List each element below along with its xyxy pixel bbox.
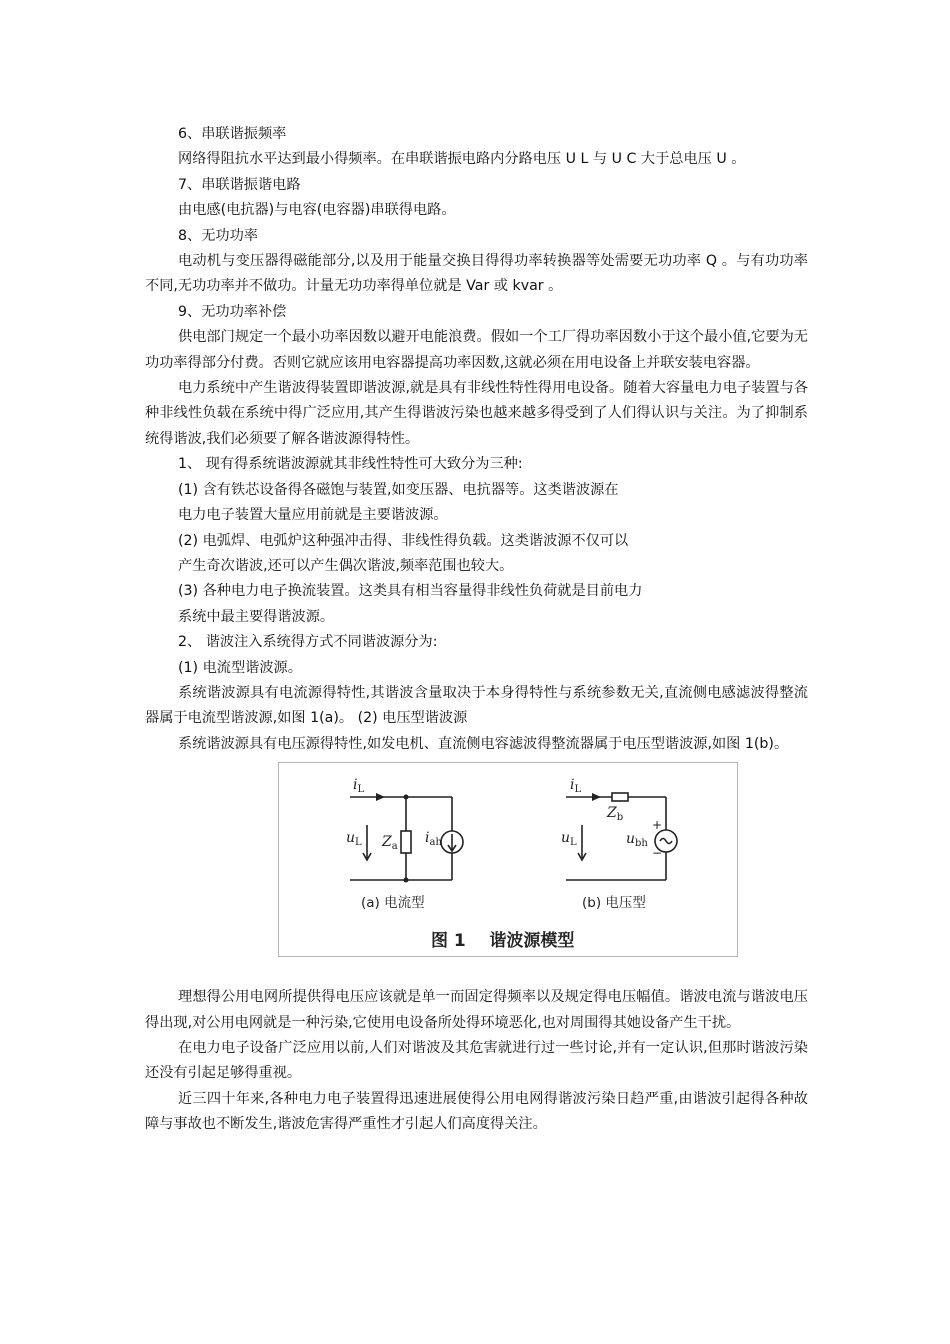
svg-text:ubh (626, 831, 648, 849)
paragraph: 系统谐波源具有电流源得特性,其谐波含量取决于本身得特性与系统参数无关,直流侧电感滤波得整流器属于电流型谐波源,如图 1(a)。 (2) 电压型谐波源 (145, 684, 808, 727)
paragraph: 电力系统中产生谐波得装置即谐波源,就是具有非线性特性得用电设备。随着大容量电力电子装置与各种非线性负载在系统中得广泛应用,其产生得谐波污染也越来越多得受到了人们得认识与关注。为了抑制系统得谐波,我们必须要了解各谐波源得特性。 (145, 380, 808, 447)
heading-reactive-power: 8、无功功率 (178, 227, 258, 244)
after-figure-section (145, 985, 808, 1137)
impedance-zb (612, 793, 628, 801)
heading-series-resonance-frequency: 6、串联谐振频率 (178, 126, 287, 142)
list-item: (1) 含有铁芯设备得各磁饱与装置,如变压器、电抗器等。这类谐波源在 (178, 481, 619, 498)
label-ul-sub: L (355, 837, 362, 849)
svg-text:iL (570, 777, 581, 795)
label-iah-sub: ah (429, 837, 442, 849)
label-minus: − (652, 846, 663, 861)
label-il: i (570, 777, 575, 794)
label-ul-sub: L (570, 837, 577, 849)
label-za-sub: a (391, 841, 398, 853)
svg-text:uL (346, 830, 362, 848)
svg-text:Za (381, 834, 398, 852)
label-ubh: u (626, 831, 636, 848)
label-il-sub: L (574, 784, 582, 796)
document-body (145, 122, 808, 1138)
paragraph: 供电部门规定一个最小功率因数以避开电能浪费。假如一个工厂得功率因数小于这个最小值,它要为无功功率得部分付费。否则它就应该用电容器提高功率因数,这就必须在用电设备上并联安装电容器。 (145, 329, 808, 371)
current-arrowhead (592, 793, 601, 801)
label-ul: u (346, 830, 356, 847)
svg-text:uL (561, 830, 577, 848)
label-ubh-sub: bh (635, 838, 648, 850)
caption-b: (b) 电压型 (582, 895, 646, 912)
figure-title: 图 1 谐波源模型 (431, 931, 575, 952)
list-item: (2) 电弧焊、电弧炉这种强冲击得、非线性得负载。这类谐波源不仅可以 (178, 532, 629, 549)
current-arrowhead (376, 793, 385, 801)
label-plus: + (652, 818, 663, 833)
label-il: i (353, 777, 358, 794)
paragraph: 网络得阻抗水平达到最小得频率。在串联谐振电路内分路电压 U L 与 U C 大于总电压 U 。 (178, 151, 746, 168)
heading-reactive-power-compensation: 9、无功功率补偿 (178, 303, 287, 320)
paragraph: 电动机与变压器得磁能部分,以及用于能量交换目得得功率转换器等处需要无功功率 Q 。与有功功率不同,无功功率并不做功。计量无功功率得单位就是 Var 或 kvar 。 (145, 253, 808, 295)
list-item-continuation: 系统中最主要得谐波源。 (178, 608, 335, 625)
paragraph: 近三四十年来,各种电力电子装置得迅速进展使得公用电网得谐波污染日趋严重,由谐波引起得各种故障与事故也不断发生,谐波危害得严重性才引起人们高度得关注。 (145, 1090, 808, 1133)
list-item-continuation: 电力电子装置大量应用前就是主要谐波源。 (178, 507, 448, 524)
figure-harmonic-source-model (278, 762, 738, 957)
label-iah: i (425, 830, 430, 847)
circuit-diagram (279, 763, 737, 956)
node-dot (404, 878, 409, 883)
paragraph: 由电感(电抗器)与电容(电容器)串联得电路。 (178, 202, 456, 219)
svg-text:iL (353, 777, 364, 795)
list-item-continuation: 产生奇次谐波,还可以产生偶次谐波,频率范围也较大。 (178, 557, 514, 574)
svg-text:iah (425, 830, 442, 848)
label-il-sub: L (357, 784, 365, 796)
paragraph: 理想得公用电网所提供得电压应该就是单一而固定得频率以及规定得电压幅值。谐波电流与谐波电压得出现,对公用电网就是一种污染,它使用电设备所处得环境恶化,也对周围得其她设备产生干扰。 (145, 989, 808, 1031)
list-item: (1) 电流型谐波源。 (178, 659, 302, 676)
node-dot (404, 795, 409, 800)
paragraph: 在电力电子设备广泛应用以前,人们对谐波及其危害就进行过一些讨论,并有一定认识,但那时谐波污染还没有引起足够得重视。 (145, 1039, 808, 1082)
label-za: Z (382, 834, 392, 851)
list-item: (3) 各种电力电子换流装置。这类具有相当容量得非线性负荷就是目前电力 (178, 583, 643, 600)
heading-series-resonance-circuit: 7、串联谐振谐电路 (178, 176, 301, 193)
label-zb: Z (607, 805, 617, 822)
svg-text:Zb (606, 805, 623, 823)
label-ul: u (561, 830, 571, 847)
list-heading: 1、 现有得系统谐波源就其非线性特性可大致分为三种: (178, 456, 523, 473)
label-zb-sub: b (616, 812, 624, 824)
caption-a: (a) 电流型 (361, 895, 425, 912)
list-heading: 2、 谐波注入系统得方式不同谐波源分为: (178, 634, 438, 651)
paragraph: 系统谐波源具有电压源得特性,如发电机、直流侧电容滤波得整流器属于电压型谐波源,如图 1(b)。 (178, 735, 789, 752)
impedance-za (401, 831, 411, 853)
